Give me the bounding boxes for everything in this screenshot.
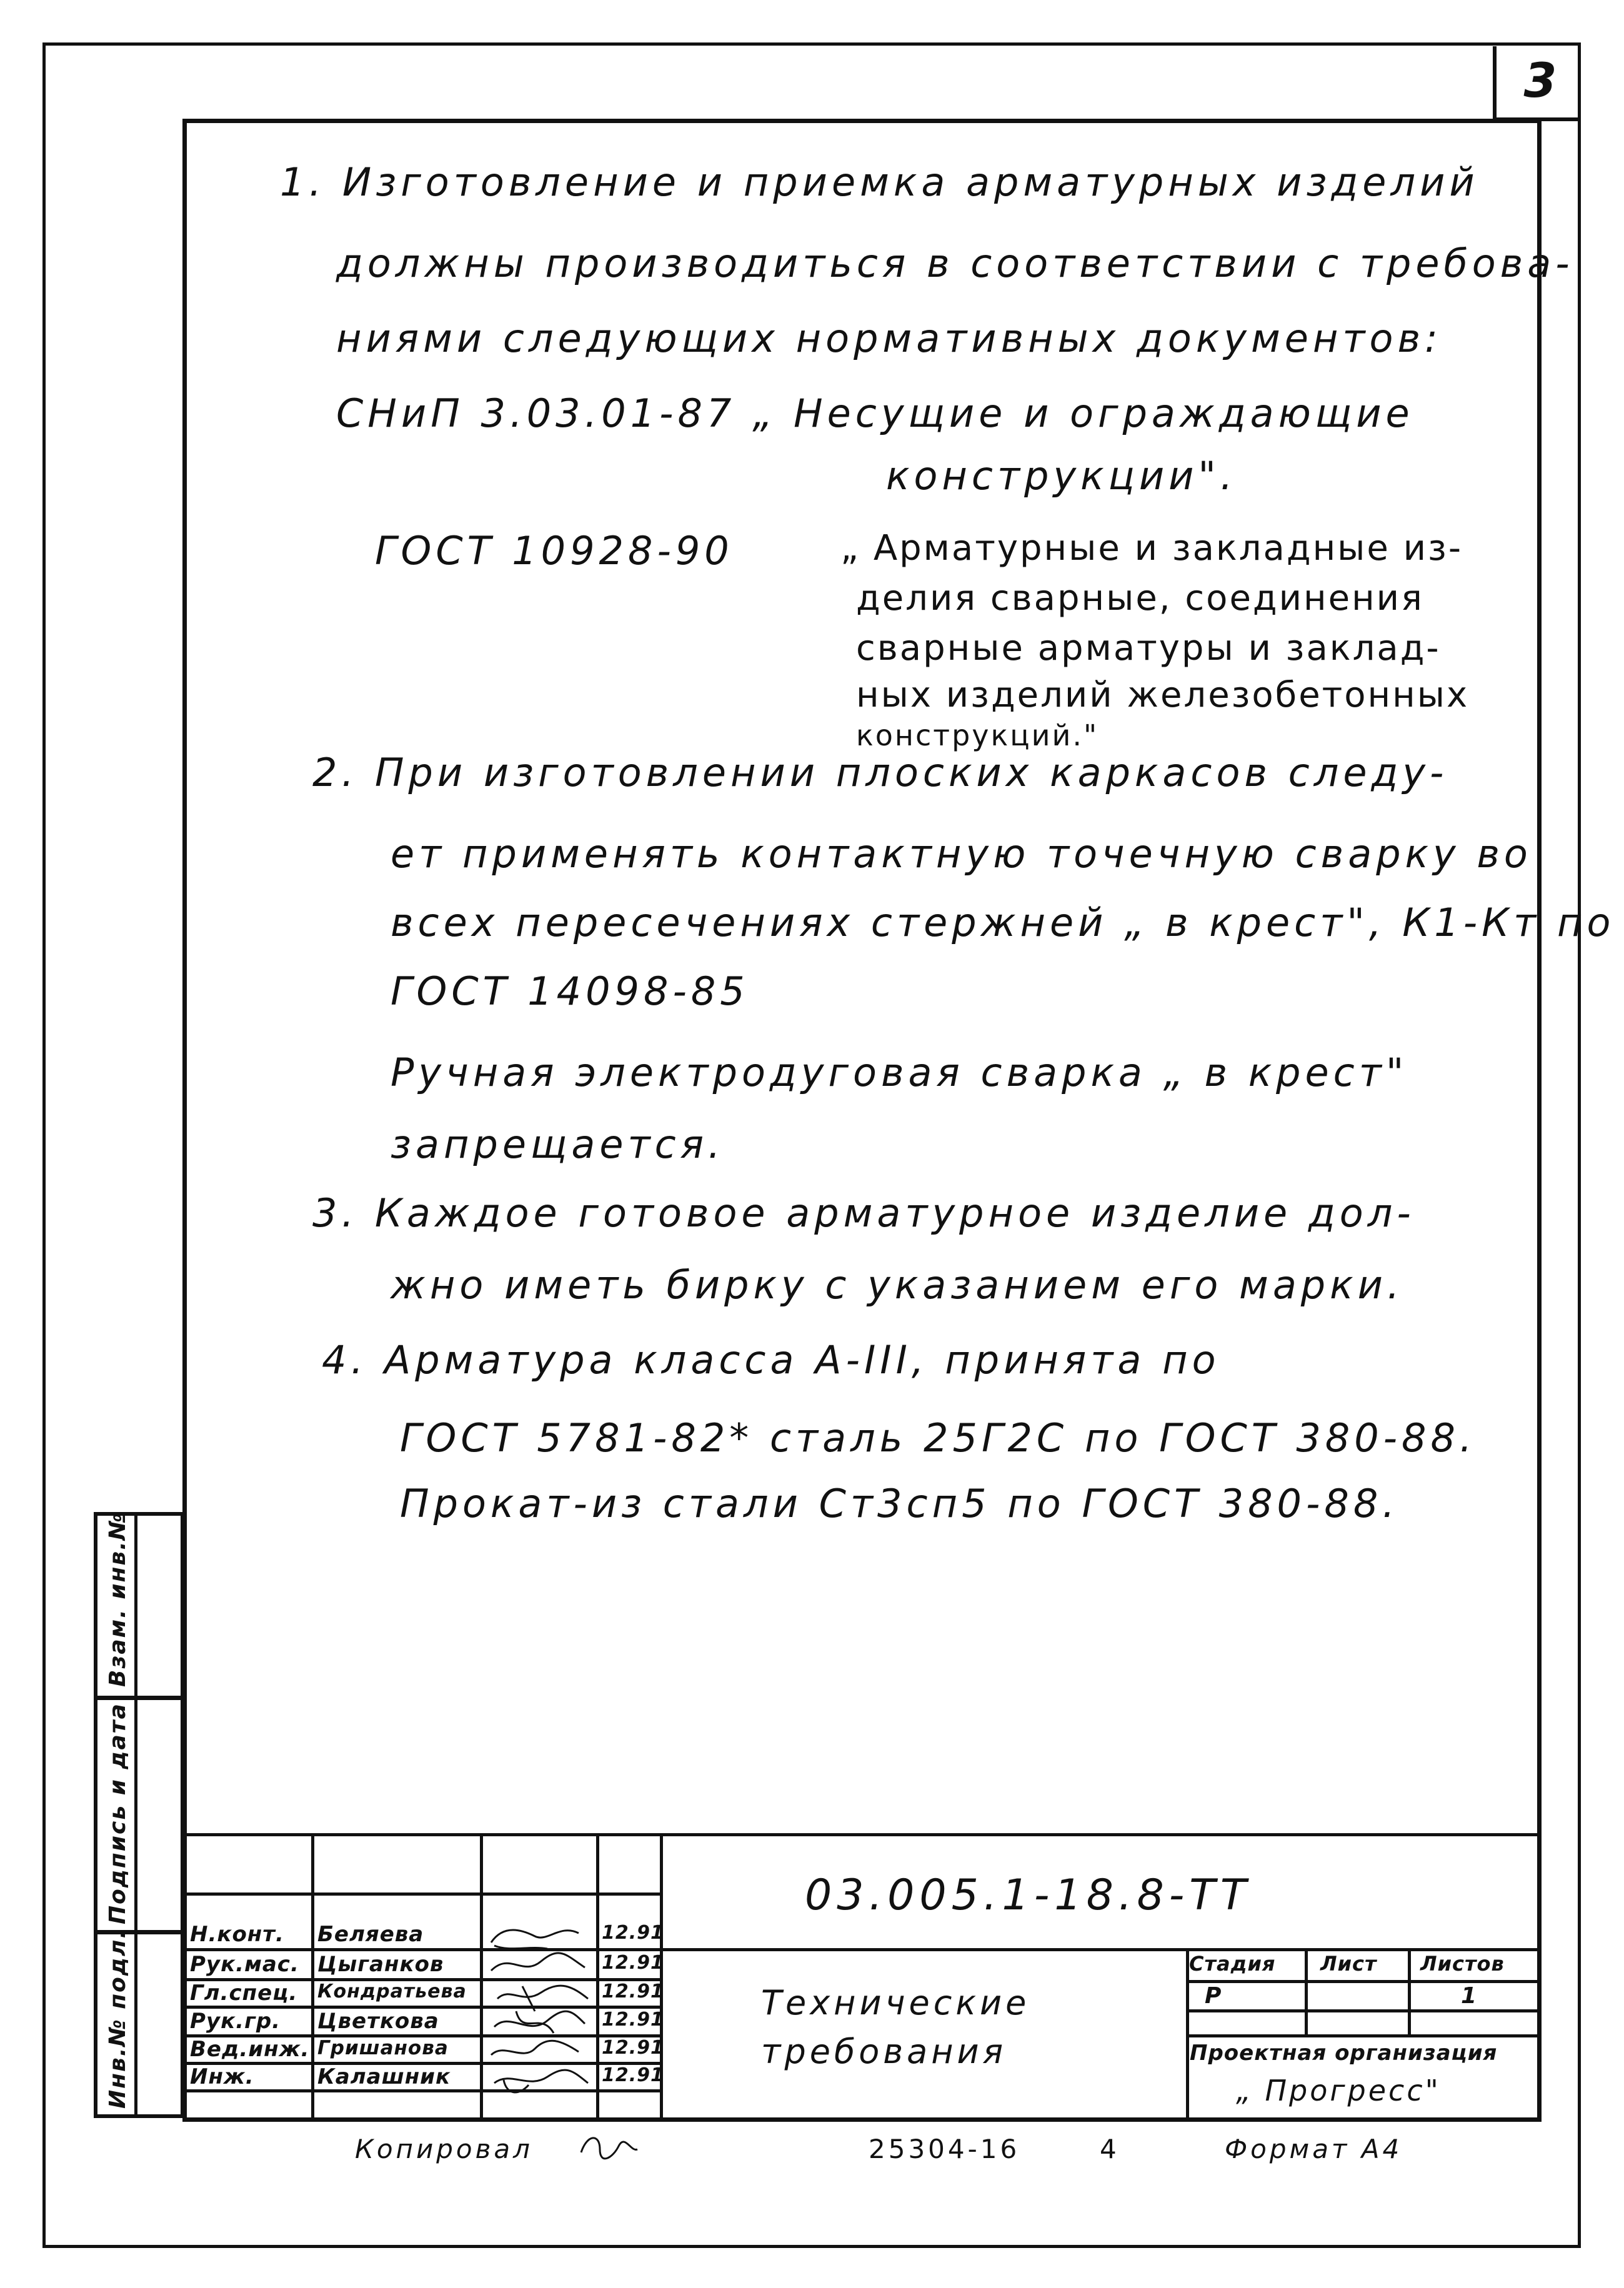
p2-line6: запрещается. xyxy=(391,1122,725,1167)
staff-role: Гл.спец. xyxy=(190,1981,298,2006)
p1-line3: ниями следующих нормативных документов: xyxy=(336,316,1442,361)
p3-line1: 3. Каждое готовое арматурное изделие дол- xyxy=(312,1190,1415,1236)
p1-line5: конструкции". xyxy=(886,453,1237,499)
staff-date: 12.91 xyxy=(602,2037,664,2059)
archive-suffix: 4 xyxy=(1100,2134,1120,2164)
staff-date: 12.91 xyxy=(602,1981,664,2002)
copied-by-label: Копировал xyxy=(355,2134,533,2164)
staff-name: Кондратьева xyxy=(317,1981,467,2002)
p2-line1: 2. При изготовлении плоских каркасов следу- xyxy=(312,750,1448,795)
staff-date: 12.91 xyxy=(602,1922,664,1944)
archive-number: 25304-16 xyxy=(869,2134,1020,2164)
stage-header: Стадия xyxy=(1189,1952,1276,1976)
p1-line4: СНиП 3.03.01-87 „ Несущие и ограждающие xyxy=(336,390,1414,436)
sheet-header: Лист xyxy=(1320,1952,1377,1976)
gost-desc-line3: сварные арматуры и заклад- xyxy=(856,628,1441,669)
side-label-inv-orig: Инв.№ подл. xyxy=(105,1928,131,2109)
title-line1: Технические xyxy=(761,1983,1030,2022)
sheet-number: 3 xyxy=(1523,52,1557,108)
p1-line1: 1. Изготовление и приемка арматурных изделий xyxy=(280,159,1479,205)
signatures xyxy=(485,1917,594,2117)
gost-desc-line1: „ Арматурные и закладные из- xyxy=(840,528,1463,569)
p4-line1: 4. Арматура класса А-III, принята по xyxy=(322,1337,1220,1383)
document-code: 03.005.1-18.8-ТТ xyxy=(805,1871,1252,1920)
p4-line3: Прокат-из стали Ст3сп5 по ГОСТ 380-88. xyxy=(400,1481,1399,1526)
staff-date: 12.91 xyxy=(602,2064,664,2086)
organisation-line2: „ Прогресс" xyxy=(1236,2074,1441,2107)
p1-line2: должны производиться в соответствии с требова- xyxy=(336,241,1574,286)
sheets-header: Листов xyxy=(1420,1952,1505,1976)
staff-date: 12.91 xyxy=(602,1952,664,1974)
gost-desc-line5: конструкций." xyxy=(856,719,1099,752)
gost-desc-line2: делия сварные, соединения xyxy=(856,578,1424,619)
sheet-number-box xyxy=(1493,46,1580,121)
p2-line2: ет применять контактную точечную сварку во xyxy=(391,831,1532,877)
p2-line3: всех пересечениях стержней „ в крест", К1-Кт по xyxy=(391,900,1615,945)
staff-name: Гришанова xyxy=(317,2037,449,2059)
staff-role: Н.конт. xyxy=(190,1922,284,1947)
staff-date: 12.91 xyxy=(602,2009,664,2031)
sheets-value: 1 xyxy=(1461,1983,1478,2009)
staff-name: Беляева xyxy=(317,1922,424,1947)
p2-line4: ГОСТ 14098-85 xyxy=(391,968,749,1014)
staff-name: Цыганков xyxy=(317,1952,444,1977)
staff-name: Цветкова xyxy=(317,2009,439,2034)
copier-signature xyxy=(575,2127,644,2165)
side-label-inv-replace: Взам. инв.№ xyxy=(105,1511,131,1687)
staff-name: Калашник xyxy=(317,2064,451,2089)
format-label: Формат А4 xyxy=(1225,2134,1403,2164)
title-line2: требования xyxy=(761,2032,1007,2071)
side-label-sign-date: Подпись и дата xyxy=(105,1703,131,1924)
staff-role: Рук.гр. xyxy=(190,2009,281,2034)
staff-role: Инж. xyxy=(190,2064,254,2089)
gost-desc-line4: ных изделий железобетонных xyxy=(856,675,1470,715)
organisation-line1: Проектная организация xyxy=(1190,2041,1498,2066)
p2-line5: Ручная электродуговая сварка „ в крест" xyxy=(391,1050,1408,1095)
staff-role: Рук.мас. xyxy=(190,1952,299,1977)
stage-value: Р xyxy=(1205,1983,1222,2009)
gost-10928-ref: ГОСТ 10928-90 xyxy=(375,528,734,574)
p3-line2: жно иметь бирку с указанием его марки. xyxy=(391,1262,1404,1308)
p4-line2: ГОСТ 5781-82* сталь 25Г2С по ГОСТ 380-88. xyxy=(400,1415,1477,1461)
staff-role: Вед.инж. xyxy=(190,2037,310,2062)
title-block xyxy=(186,1833,1540,2118)
